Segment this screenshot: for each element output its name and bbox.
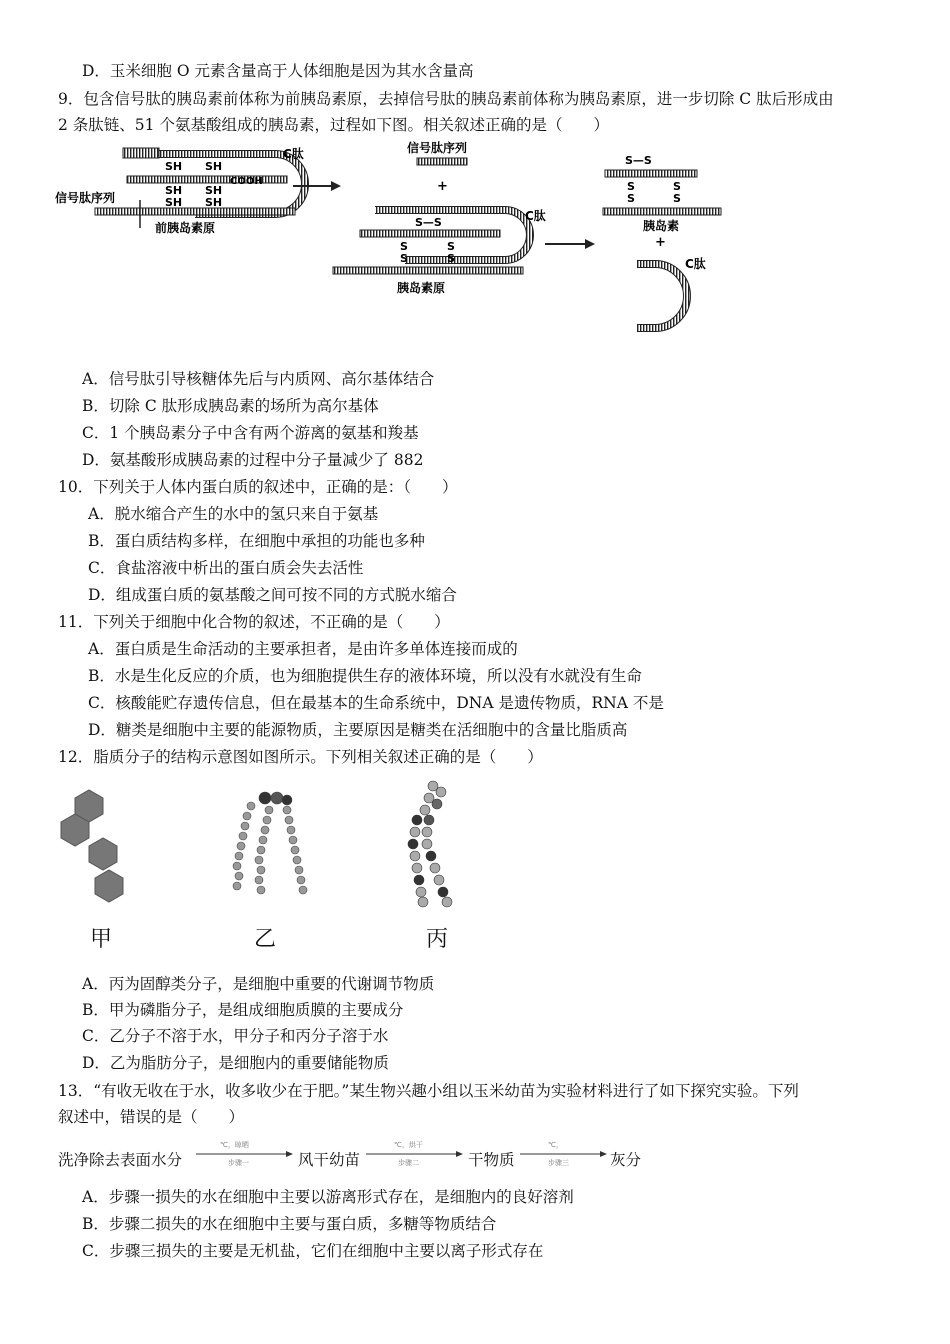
label-yi: 乙 — [254, 927, 277, 952]
sh-label-6: SH — [205, 196, 223, 209]
sh-label-2: SH — [205, 160, 223, 173]
q12-option-a: A．丙为固醇类分子，是细胞中重要的代谢调节物质 — [82, 975, 435, 993]
q11-option-c: C．核酸能贮存遗传信息，但在最基本的生命系统中，DNA 是遗传物质，RNA 不是 — [88, 694, 664, 712]
c-peptide-label-2: C肽 — [525, 209, 546, 223]
q11-option-b: B．水是生化反应的介质，也为细胞提供生存的液体环境，所以没有水就没有生命 — [88, 667, 642, 685]
q13-option-a: A．步骤一损失的水在细胞中主要以游离形式存在，是细胞内的良好溶剂 — [82, 1188, 574, 1206]
sh-label-3: SH — [165, 184, 183, 197]
flow-step-dry-matter: 干物质 — [468, 1151, 515, 1169]
proinsulin-structure — [333, 140, 546, 295]
flow-arrow-3-bot: 步骤三 — [548, 1159, 569, 1167]
q10-stem: 10．下列关于人体内蛋白质的叙述中，正确的是：（ ） — [58, 478, 458, 496]
q8-option-d: D．玉米细胞 O 元素含量高于人体细胞是因为其水含量高 — [82, 62, 474, 80]
signal-seq-label-1: 信号肽序列 — [55, 191, 116, 205]
q9-option-c: C．1 个胰岛素分子中含有两个游离的氨基和羧基 — [82, 424, 419, 442]
cooh-label: COOH — [230, 176, 263, 187]
c-peptide-label-3: C肽 — [685, 257, 706, 271]
sh-label-4: SH — [205, 184, 223, 197]
insulin-processing-diagram — [55, 140, 745, 340]
arrow-2 — [545, 239, 595, 249]
q12-stem: 12．脂质分子的结构示意图如图所示。下列相关叙述正确的是（ ） — [58, 748, 543, 766]
q12-option-b: B．甲为磷脂分子，是组成细胞质膜的主要成分 — [82, 1001, 404, 1019]
figure-yi-fat — [233, 792, 307, 894]
q10-option-b: B．蛋白质结构多样，在细胞中承担的功能也多种 — [88, 532, 425, 550]
flow-step-wash: 洗净除去表面水分 — [58, 1151, 183, 1169]
ss-label-2: S—S — [625, 154, 652, 167]
s-label-2: S — [400, 252, 408, 265]
s-label-3: S — [447, 240, 455, 253]
proinsulin-label: 胰岛素原 — [397, 281, 446, 295]
flow-arrow-3-top: ℃， — [548, 1141, 563, 1149]
q13-stem-line1: 13．“有收无收在于水，收多收少在于肥。”某生物兴趣小组以玉米幼苗为实验材料进行了如下探究实验。下列 — [58, 1082, 799, 1100]
figure-jia-steroid — [61, 790, 123, 902]
insulin-label: 胰岛素 — [643, 219, 680, 233]
arrow-1 — [293, 181, 341, 191]
flow-step-ash: 灰分 — [610, 1151, 642, 1169]
q11-option-d: D．糖类是细胞中主要的能源物质，主要原因是糖类在活细胞中的含量比脂质高 — [88, 721, 628, 739]
label-jia: 甲 — [90, 927, 113, 952]
s-label-1: S — [400, 240, 408, 253]
s-label-6: S — [627, 192, 635, 205]
q10-option-d: D．组成蛋白质的氨基酸之间可按不同的方式脱水缩合 — [88, 586, 457, 604]
q9-option-a: A．信号肽引导核糖体先后与内质网、高尔基体结合 — [82, 370, 435, 388]
insulin-structure — [603, 154, 721, 328]
q9-option-d: D．氨基酸形成胰岛素的过程中分子量减少了 882 — [82, 451, 424, 469]
q13-option-b: B．步骤二损失的水在细胞中主要与蛋白质，多糖等物质结合 — [82, 1215, 497, 1233]
figure-bing-phospholipid — [408, 781, 452, 907]
plus-1: + — [437, 179, 448, 194]
flow-arrow-1-bot: 步骤一 — [228, 1159, 249, 1167]
q9-option-b: B．切除 C 肽形成胰岛素的场所为高尔基体 — [82, 397, 379, 415]
preproinsulin-structure — [55, 146, 305, 235]
flow-arrow-2-bot: 步骤二 — [398, 1159, 419, 1167]
q12-option-d: D．乙为脂肪分子，是细胞内的重要储能物质 — [82, 1054, 389, 1072]
sh-label-1: SH — [165, 160, 183, 173]
ss-label-1: S—S — [415, 216, 442, 229]
q13-option-c: C．步骤三损失的主要是无机盐，它们在细胞中主要以离子形式存在 — [82, 1242, 544, 1260]
label-bing: 丙 — [426, 927, 449, 952]
q9-stem-line1: 9．包含信号肽的胰岛素前体称为前胰岛素原，去掉信号肽的胰岛素前体称为胰岛素原，进一步切除 C 肽后形成由 — [58, 90, 834, 108]
q10-option-c: C．食盐溶液中析出的蛋白质会失去活性 — [88, 559, 364, 577]
flow-step-dried-seedling: 风干幼苗 — [298, 1151, 361, 1169]
s-label-5: S — [627, 180, 635, 193]
c-peptide-label-1: C肽 — [283, 147, 304, 161]
lipid-structures-figure — [55, 780, 495, 920]
q11-option-a: A．蛋白质是生命活动的主要承担者，是由许多单体连接而成的 — [88, 640, 518, 658]
q10-option-a: A．脱水缩合产生的水中的氢只来自于氨基 — [88, 505, 379, 523]
plus-2: + — [655, 235, 666, 250]
preproinsulin-label: 前胰岛素原 — [155, 221, 216, 235]
signal-seq-label-2: 信号肽序列 — [407, 141, 468, 155]
q11-stem: 11．下列关于细胞中化合物的叙述，不正确的是（ ） — [58, 613, 450, 631]
q13-stem-line2: 叙述中，错误的是（ ） — [58, 1108, 245, 1126]
s-label-7: S — [673, 180, 681, 193]
q12-option-c: C．乙分子不溶于水，甲分子和丙分子溶于水 — [82, 1027, 389, 1045]
s-label-8: S — [673, 192, 681, 205]
q9-stem-line2: 2 条肽链、51 个氨基酸组成的胰岛素，过程如下图。相关叙述正确的是（ ） — [58, 116, 609, 134]
experiment-flow — [58, 1138, 758, 1178]
sh-label-5: SH — [165, 196, 183, 209]
flow-arrow-2-top: ℃，烘干 — [394, 1141, 423, 1149]
s-label-4: S — [447, 252, 455, 265]
flow-arrow-1-top: ℃，晾晒 — [220, 1141, 249, 1149]
